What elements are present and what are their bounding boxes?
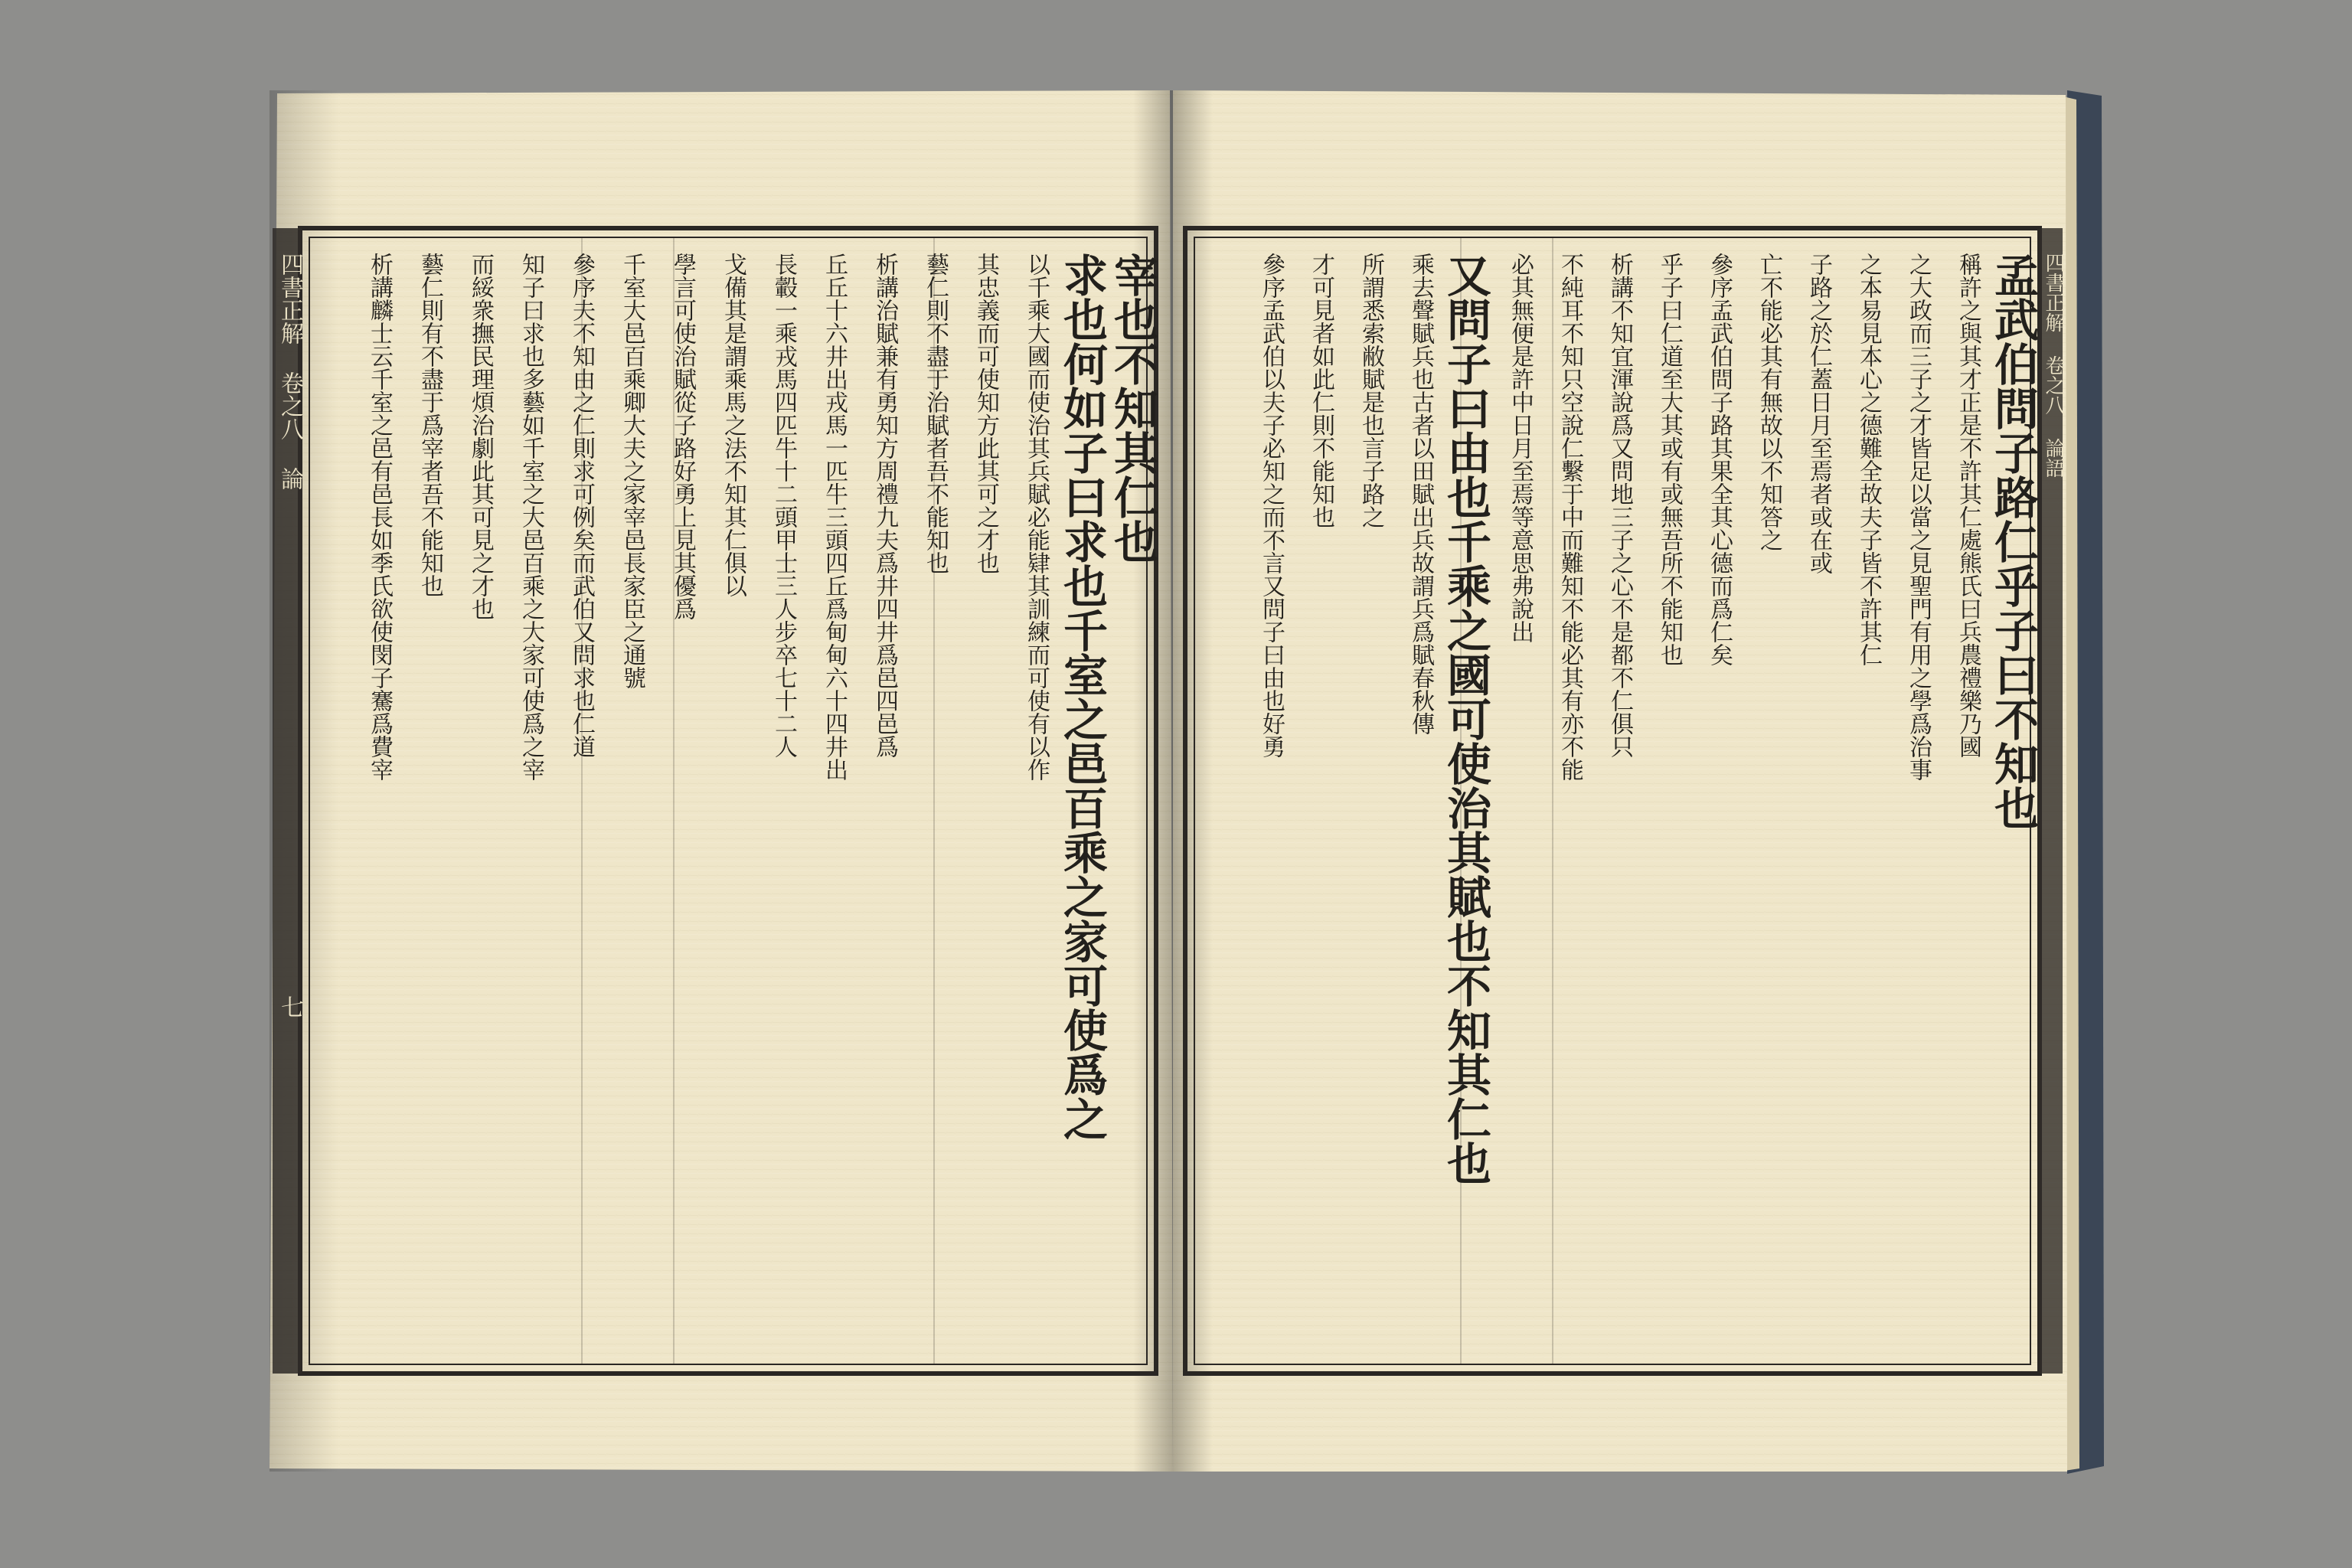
text-column: 析講麟士云千室之邑有邑長如季氏欲使閔子騫爲費宰 bbox=[366, 253, 393, 781]
text-column: 之大政而三子之才皆足以當之見聖門有用之學爲治事 bbox=[1905, 253, 1932, 781]
left-margin-title: 四書正解 卷之八 論 bbox=[276, 253, 303, 490]
text-column: 其忠義而可使知方此其可之才也 bbox=[972, 253, 999, 574]
text-column: 而綏衆撫民理煩治劇此其可見之才也 bbox=[467, 253, 494, 620]
text-column: 知子曰求也多藝如千室之大邑百乘之大家可使爲之宰 bbox=[518, 253, 544, 781]
right-margin-title: 四書正解 卷之八 論語 bbox=[2042, 253, 2065, 478]
left-folio-number: 七 bbox=[276, 995, 303, 1018]
text-column: 亡不能必其有無故以不知答之 bbox=[1756, 253, 1782, 551]
text-column: 丘丘十六井出戎馬一匹牛三頭四丘爲甸甸六十四井出 bbox=[821, 253, 848, 781]
text-column: 析講治賦兼有勇知方周禮九夫爲井四井爲邑四邑爲 bbox=[871, 253, 898, 758]
text-column: 子路之於仁蓋日月至焉者或在或 bbox=[1805, 253, 1832, 574]
text-column: 又問子曰由也千乘之國可使治其賦也不知其仁也 bbox=[1439, 253, 1491, 1185]
text-column: 藝仁則有不盡于爲宰者吾不能知也 bbox=[416, 253, 443, 597]
text-column: 宰也不知其仁也 bbox=[1106, 253, 1158, 564]
text-column: 才可見者如此仁則不能知也 bbox=[1308, 253, 1334, 528]
text-column: 參序孟武伯以夫子必知之而不言又問子曰由也好勇 bbox=[1258, 253, 1285, 758]
text-column: 析講不知宜渾說爲又問地三子之心不是都不仁俱只 bbox=[1606, 253, 1633, 758]
text-column: 學言可使治賦從子路好勇上見其優爲 bbox=[669, 253, 696, 620]
text-column: 乘去聲賦兵也古者以田賦出兵故謂兵爲賦春秋傳 bbox=[1407, 253, 1434, 735]
text-column: 之本易見本心之德難全故夫子皆不許其仁 bbox=[1855, 253, 1882, 666]
text-column: 不純耳不知只空說仁繫于中而難知不能必其有亦不能 bbox=[1557, 253, 1583, 781]
text-column: 稱許之與其才正是不許其仁處熊氏曰兵農禮樂乃國 bbox=[1955, 253, 1981, 758]
text-column: 參序夫不知由之仁則求可例矣而武伯又問求也仁道 bbox=[568, 253, 595, 758]
text-column: 所謂悉索敝賦是也言子路之 bbox=[1357, 253, 1384, 528]
text-column: 乎子曰仁道至大其或有或無吾所不能知也 bbox=[1656, 253, 1683, 666]
text-column: 戈備其是謂乘馬之法不知其仁俱以 bbox=[720, 253, 746, 597]
text-column: 以千乘大國而使治其兵賦必能肄其訓練而可使有以作 bbox=[1023, 253, 1050, 781]
text-column: 孟武伯問子路仁乎子曰不知也 bbox=[1987, 253, 2039, 830]
text-column: 千室大邑百乘卿大夫之家宰邑長家臣之通號 bbox=[619, 253, 645, 689]
text-column: 求也何如子曰求也千室之邑百乘之家可使爲之 bbox=[1056, 253, 1108, 1141]
text-column: 長轂一乘戎馬四匹牛十二頭甲士三人步卒七十二人 bbox=[770, 253, 797, 758]
text-column: 藝仁則不盡于治賦者吾不能知也 bbox=[922, 253, 949, 574]
text-column: 必其無便是許中日月至焉等意思弗說出 bbox=[1507, 253, 1534, 643]
text-column: 參序孟武伯問子路其果全其心德而爲仁矣 bbox=[1706, 253, 1733, 666]
